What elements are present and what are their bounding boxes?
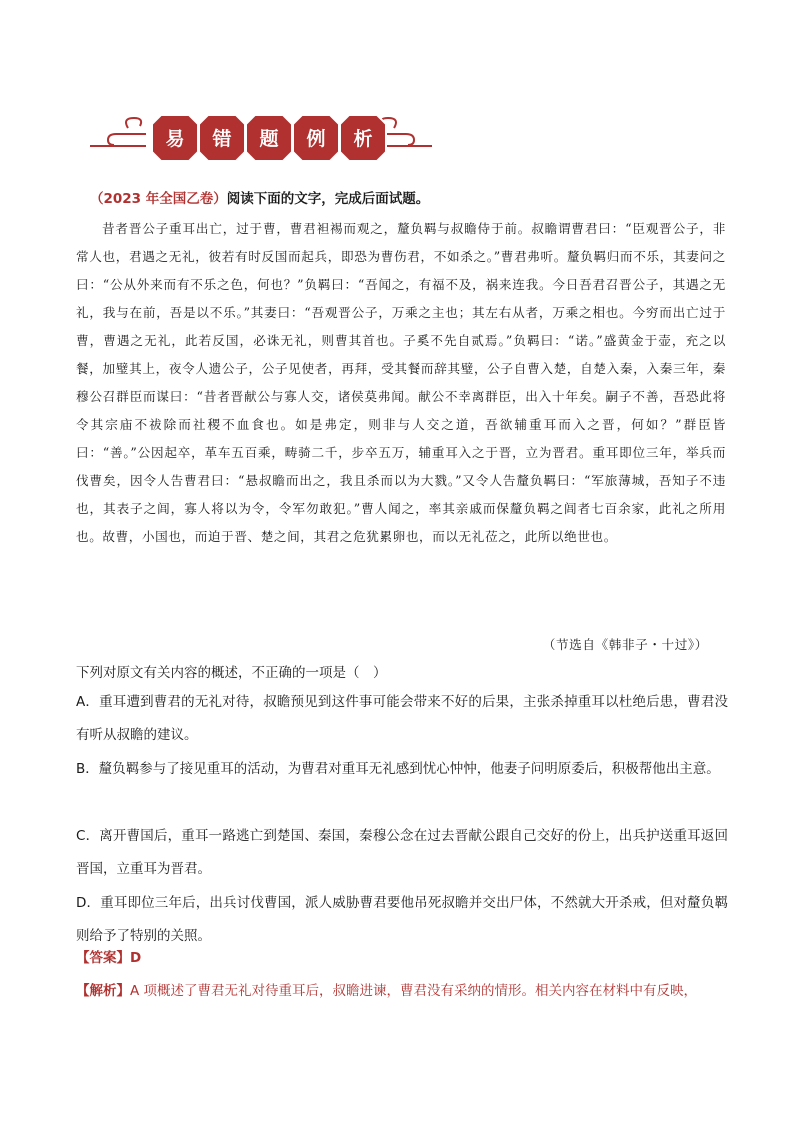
- passage-citation: （节选自《韩非子・十过》）: [542, 637, 708, 652]
- answer-label: 【答案】: [76, 950, 130, 966]
- analysis-text: A 项概述了曹君无礼对待重耳后，叔瞻进谏，曹君没有采纳的情形。相关内容在材料中有反映，: [130, 983, 698, 999]
- title-char: 析: [353, 128, 373, 150]
- classical-passage: 昔者晋公子重耳出亡，过于曹，曹君袒裼而观之，釐负羁与叔瞻侍于前。叔瞻谓曹君曰：“臣观晋公子，非常人也，君遇之无礼，彼若有时反国而起兵，即恐为曹伤君，不如杀之。”曹君弗听。釐负羁归而不乐，其妻问之曰：“公从外来而有不乐之色，何也？”负羁曰：“吾闻之，有福不及，祸来连我。今日吾君召晋公子，其遇之无礼，我与在前，吾是以不乐。”其妻曰：“吾观晋公子，万乘之主也；其左右从者，万乘之相也。今穷而出亡过于曹，曹遇之无礼，此若反国，必诛无礼，则曹其首也。子奚不先自贰焉。”负羁曰：“诺。”盛黄金于壶，充之以餐，加璧其上，夜令人遗公子，公子见使者，再拜，受其餐而辞其璧，公子自曹入楚，自楚入秦，入秦三年，秦穆公召群臣而谋曰：“昔者晋献公与寡人交，诸侯莫弗闻。献公不幸离群臣，出入十年矣。嗣子不善，吾恐此将令其宗庙不祓除而社稷不血食也。如是弗定，则非与人交之道，吾欲辅重耳而入之晋，何如？”群臣皆曰：“善。”公因起卒，革车五百乘，畴骑二千，步卒五万，辅重耳入之于晋，立为晋君。重耳即位三年，举兵而伐曹矣，因令人告曹君曰：“悬叔瞻而出之，我且杀而以为大戮。”又令人告釐负羁曰：“军旅薄城，吾知子不违也，其表子之闾，寡人将以为令，令军勿敢犯。”曹人闻之，率其亲戚而保釐负羁之闾者七百余家，此礼之所用也。故曹，小国也，而迫于晋、楚之间，其君之危犹累卵也，而以无礼莅之，此所以绝世也。: [76, 221, 726, 544]
- option-a: A．重耳遭到曹君的无礼对待，叔瞻预见到这件事可能会带来不好的后果，主张杀掉重耳以杜绝后患，曹君没有听从叔瞻的建议。: [76, 694, 728, 743]
- title-char: 易: [165, 128, 185, 150]
- section-title-banner: [88, 108, 434, 168]
- title-char: 例: [306, 128, 326, 150]
- analysis-line: [76, 980, 736, 1002]
- title-tiles: [152, 115, 386, 161]
- option-c: C．离开曹国后，重耳一路逃亡到楚国、秦国，秦穆公念在过去晋献公跟自己交好的份上，出兵护送重耳返回晋国，立重耳为晋君。: [76, 828, 728, 877]
- answer-line: [76, 946, 141, 966]
- question-stem: 下列对原文有关内容的概述，不正确的一项是（ ）: [76, 665, 387, 681]
- title-char: 错: [212, 128, 232, 150]
- left-cloud-ornament: [90, 118, 146, 146]
- exam-source: （2023 年全国乙卷）: [90, 191, 227, 207]
- analysis-label: 【解析】: [76, 983, 130, 999]
- instruction: 阅读下面的文字，完成后面试题。: [226, 191, 430, 207]
- option-d: D．重耳即位三年后，出兵讨伐曹国，派人威胁曹君要他吊死叔瞻并交出尸体，不然就大开杀戒，但对釐负羁则给予了特别的关照。: [76, 895, 728, 944]
- title-char: 题: [259, 128, 279, 150]
- question-intro: [90, 187, 429, 207]
- option-b: B．釐负羁参与了接见重耳的活动，为曹君对重耳无礼感到忧心忡忡，他妻子问明原委后，积极帮他出主意。: [76, 761, 720, 777]
- answer-value: D: [130, 950, 142, 966]
